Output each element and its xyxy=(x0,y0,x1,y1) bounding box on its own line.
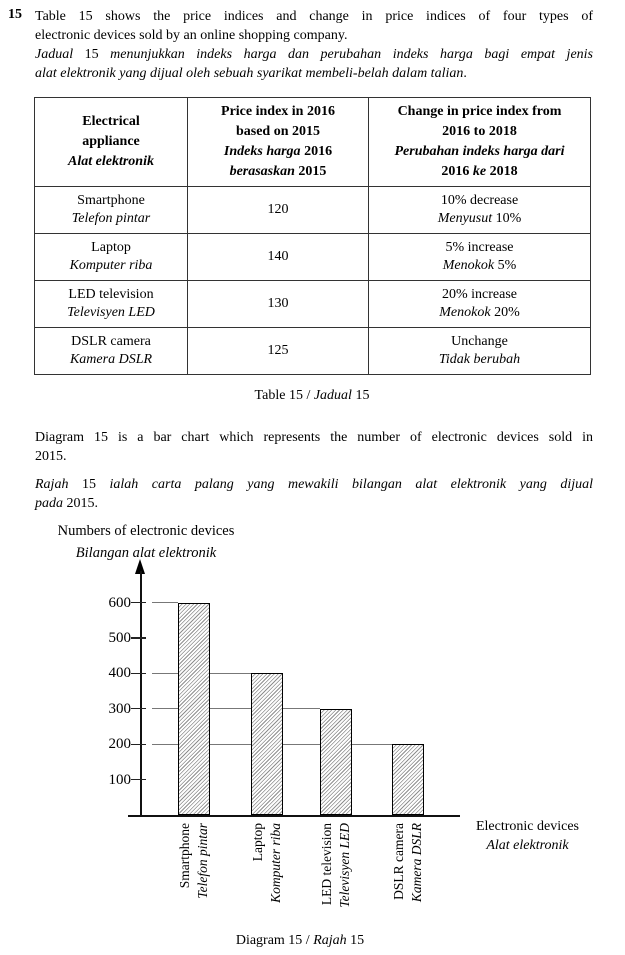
change-cell: 10% decrease Menyusut 10% xyxy=(369,187,591,234)
chart-caption: Diagram 15 / Rajah 15 xyxy=(235,933,365,948)
table-header-cell: Change in price index from 2016 to 2018 Perubahan indeks harga dari 2016 ke 2018 xyxy=(369,98,591,187)
text-line: Table 15 shows the price indices and change in price indices of four types of xyxy=(35,9,593,24)
x-category-label: LED television Televisyen LED xyxy=(318,823,352,908)
bar xyxy=(178,603,210,815)
appliance-cell: Smartphone Telefon pintar xyxy=(35,187,188,234)
y-tick xyxy=(131,744,146,745)
diagram-paragraph-ms xyxy=(35,475,593,513)
table-header-cell: Price index in 2016 based on 2015 Indeks harga 2016 berasaskan 2015 xyxy=(188,98,369,187)
y-tick xyxy=(131,779,146,780)
y-tick-label: 200 xyxy=(108,736,131,753)
text-line: Diagram 15 is a bar chart which represents the number of electronic devices sold in xyxy=(35,430,593,445)
x-axis-title xyxy=(460,817,595,855)
question-intro xyxy=(8,7,595,83)
table-row xyxy=(35,234,591,281)
y-axis-title-en: Numbers of electronic devices xyxy=(57,523,235,539)
text-line: alat elektronik yang dijual oleh sebuah syarikat membeli-belah dalam talian. xyxy=(35,66,467,81)
y-tick xyxy=(131,637,146,638)
text-line: 2015. xyxy=(35,449,67,464)
y-tick xyxy=(131,602,146,603)
appliance-cell: DSLR camera Kamera DSLR xyxy=(35,328,188,375)
table-header-row xyxy=(35,98,591,187)
x-category-label: Smartphone Telefon pintar xyxy=(177,823,210,899)
price-index-table xyxy=(34,97,591,375)
y-axis-title xyxy=(42,520,250,564)
bar xyxy=(320,709,352,815)
y-tick-label: 500 xyxy=(108,630,131,646)
x-category-label: Laptop Komputer riba xyxy=(250,823,283,903)
bar-leader-line xyxy=(152,602,178,603)
bar xyxy=(392,744,424,815)
table-row xyxy=(35,328,591,375)
price-index-cell: 120 xyxy=(188,187,369,234)
y-tick-label: 400 xyxy=(108,665,131,682)
x-axis-title-en: Electronic devices xyxy=(475,819,579,834)
change-cell: 20% increase Menokok 20% xyxy=(369,281,591,328)
appliance-cell: Laptop Komputer riba xyxy=(35,234,188,281)
bar-chart xyxy=(0,515,625,955)
table-caption: Table 15 / Jadual 15 xyxy=(254,388,370,403)
price-index-table-wrap xyxy=(34,97,591,375)
intro-paragraph-en xyxy=(35,7,593,45)
appliance-cell: LED television Televisyen LED xyxy=(35,281,188,328)
y-tick-label: 300 xyxy=(108,700,131,717)
text-line: Rajah 15 ialah carta palang yang mewakili bilangan alat elektronik yang dijual xyxy=(35,477,593,492)
change-cell: 5% increase Menokok 5% xyxy=(369,234,591,281)
text-line: pada 2015. xyxy=(35,496,98,511)
table-header-cell: Electrical appliance Alat elektronik xyxy=(35,98,188,187)
text-line: electronic devices sold by an online shopping company. xyxy=(35,28,348,43)
table-row xyxy=(35,187,591,234)
y-tick xyxy=(131,673,146,674)
y-tick-label: 100 xyxy=(108,771,131,788)
bar xyxy=(251,673,283,815)
x-axis-title-ms: Alat elektronik xyxy=(486,838,569,853)
text-line: Jadual 15 menunjukkan indeks harga dan perubahan indeks harga bagi empat jenis xyxy=(35,47,593,62)
y-tick xyxy=(131,708,146,709)
intro-paragraph-ms xyxy=(35,45,593,83)
diagram-paragraph-en xyxy=(35,428,593,466)
change-cell: Unchange Tidak berubah xyxy=(369,328,591,375)
price-index-cell: 140 xyxy=(188,234,369,281)
price-table-body xyxy=(35,98,591,375)
question-number: 15 xyxy=(8,7,22,22)
x-category-label: DSLR camera Kamera DSLR xyxy=(391,823,424,903)
price-index-cell: 130 xyxy=(188,281,369,328)
y-axis-title-ms: Bilangan alat elektronik xyxy=(75,545,217,561)
table-row xyxy=(35,281,591,328)
x-axis xyxy=(128,815,460,817)
price-index-cell: 125 xyxy=(188,328,369,375)
y-tick-label: 600 xyxy=(108,594,131,611)
